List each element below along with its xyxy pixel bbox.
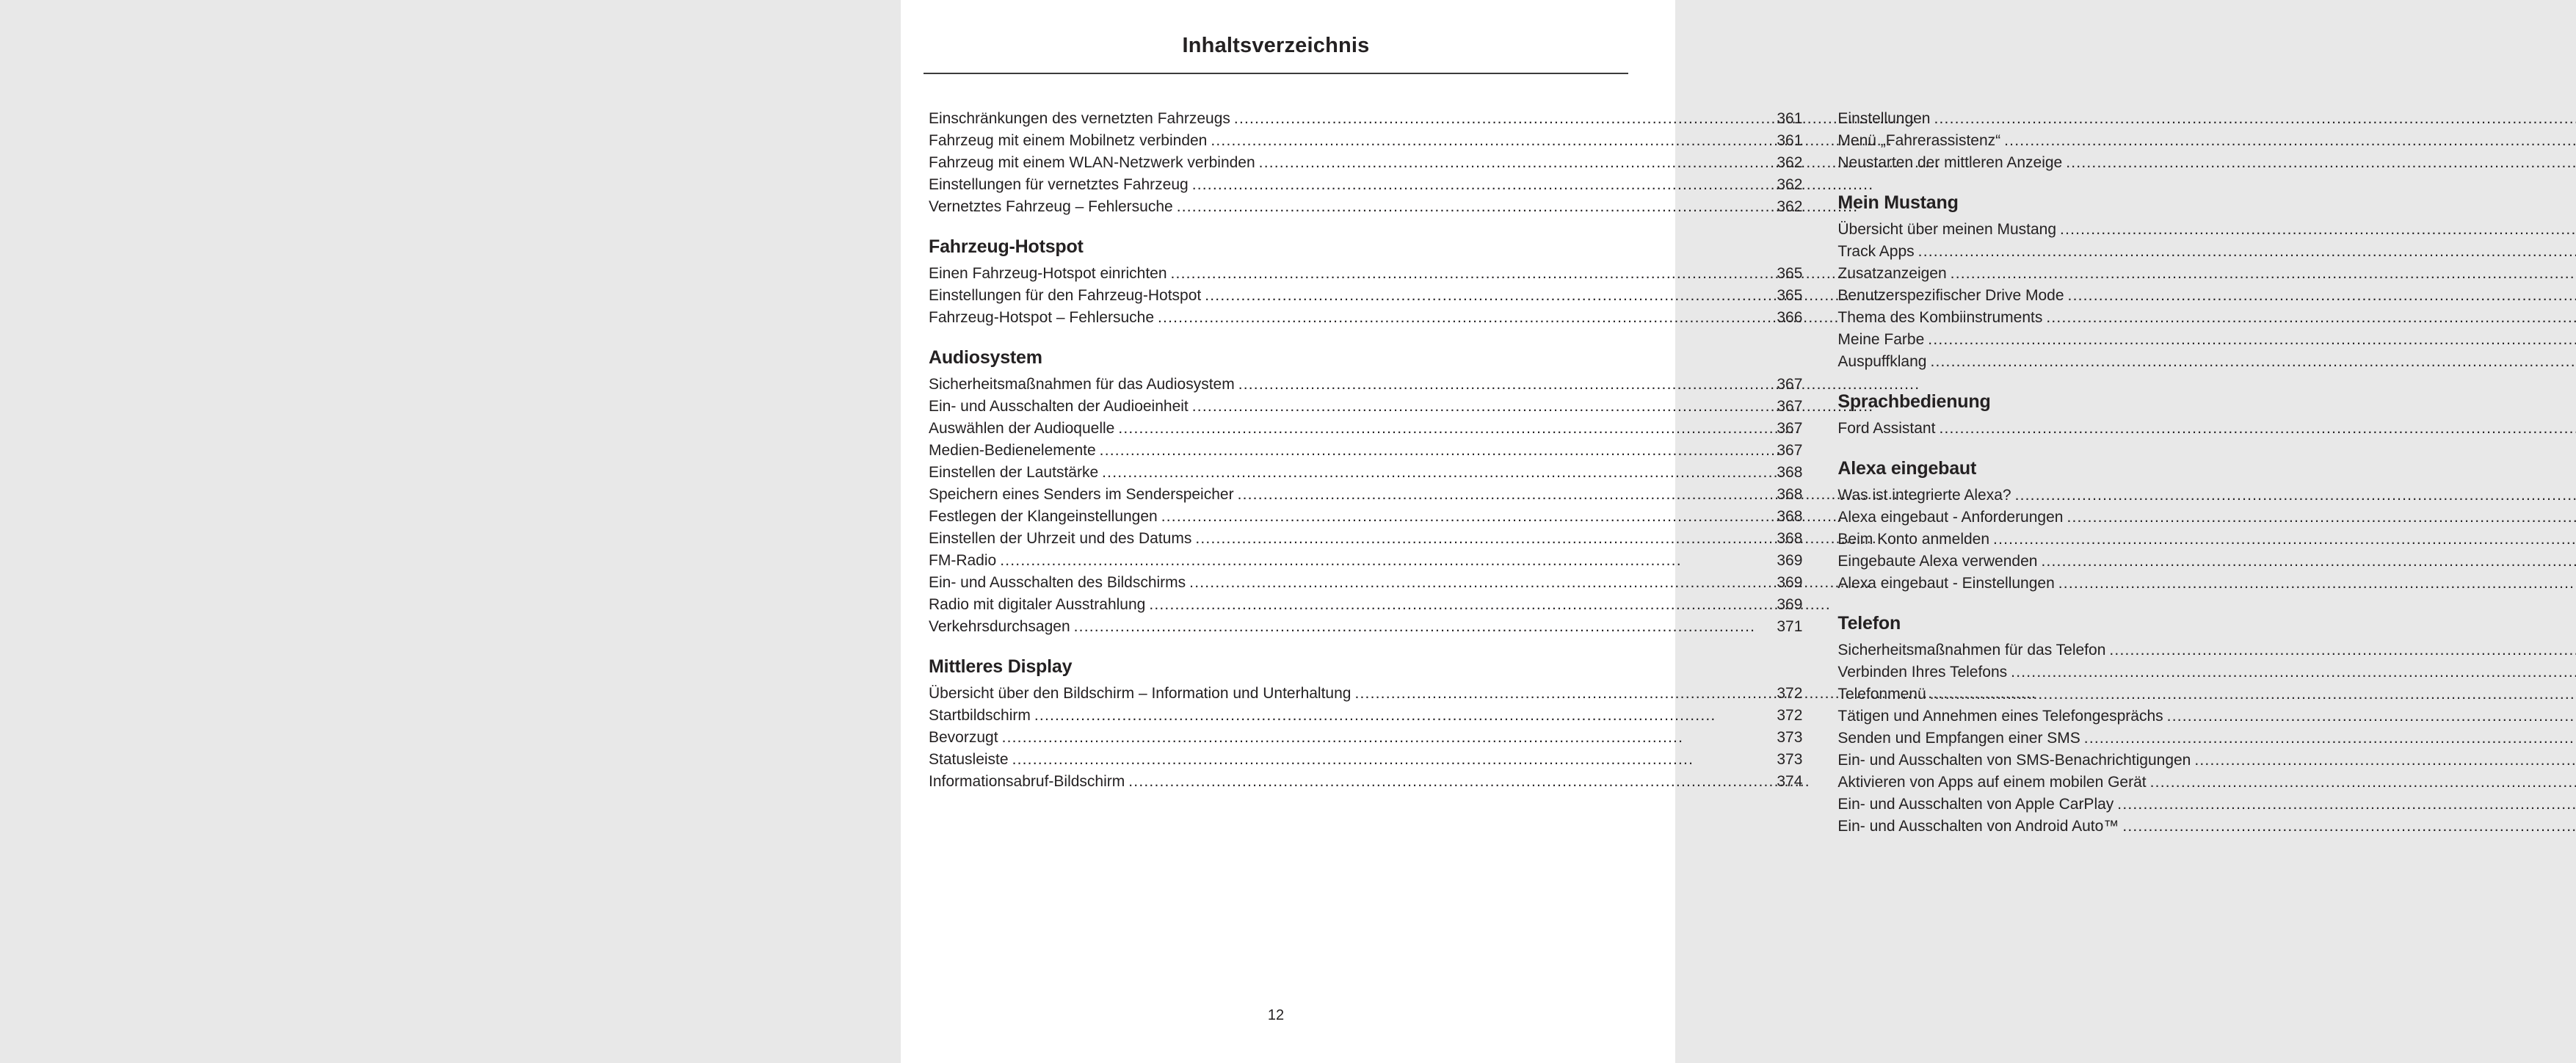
toc-entry-page-number: 368 [1777, 530, 1803, 547]
toc-entry-leader-dots [2150, 773, 2576, 791]
toc-entry [1837, 817, 2576, 835]
toc-entry-page-number: 368 [1777, 508, 1803, 525]
toc-entry-label: Senden und Empfangen einer SMS [1837, 730, 2080, 747]
toc-entry [929, 728, 1802, 747]
toc-entry-page-number: 362 [1777, 198, 1803, 215]
toc-entry-label: Einstellungen [1837, 110, 1931, 127]
toc-entry [929, 507, 1802, 526]
toc-entry-label: Auswählen der Audioquelle [929, 420, 1115, 437]
toc-entry [1837, 486, 2576, 504]
toc-entry-label: Alexa eingebaut - Anforderungen [1837, 509, 2064, 526]
section-entries [929, 109, 1802, 216]
section-entries [1837, 641, 2576, 835]
toc-entry-leader-dots [1118, 419, 1777, 438]
toc-entry [929, 595, 1802, 614]
toc-entry-label: Menü „Fahrerassistenz“ [1837, 132, 2001, 149]
toc-entry [1837, 153, 2576, 172]
toc-section [929, 347, 1802, 636]
toc-entry [929, 286, 1802, 305]
toc-entry-page-number: 367 [1777, 398, 1803, 415]
toc-entry [929, 397, 1802, 416]
toc-entry-page-number: 371 [1777, 618, 1803, 635]
toc-entry-label: Einen Fahrzeug-Hotspot einrichten [929, 265, 1167, 282]
toc-section [1837, 612, 2576, 835]
toc-entry-leader-dots [2060, 220, 2576, 239]
toc-entry-page-number: 367 [1777, 376, 1803, 393]
toc-entry-leader-dots [1189, 573, 1777, 592]
toc-entry [1837, 751, 2576, 769]
toc-entry [929, 750, 1802, 769]
toc-entry-label: Einstellungen für vernetztes Fahrzeug [929, 176, 1189, 193]
toc-entry [929, 441, 1802, 460]
toc-entry-label: Verbinden Ihres Telefons [1837, 664, 2008, 681]
toc-entry [1837, 330, 2576, 349]
toc-entry [1837, 508, 2576, 526]
toc-entry-leader-dots [2084, 729, 2576, 747]
toc-column-left [929, 109, 1802, 839]
section-entries [1837, 109, 2576, 172]
toc-entry-leader-dots [1930, 352, 2576, 371]
section-heading: Audiosystem [929, 347, 1042, 368]
toc-entry-page-number: 365 [1777, 265, 1803, 282]
toc-entry-page-number: 362 [1777, 176, 1803, 193]
toc-entry-label: Vernetztes Fahrzeug – Fehlersuche [929, 198, 1173, 215]
toc-entry-label: Bevorzugt [929, 729, 998, 746]
toc-entry-leader-dots [1100, 441, 1777, 460]
toc-entry-leader-dots [1192, 175, 1777, 194]
title-rule [924, 73, 1628, 74]
toc-entry [929, 264, 1802, 283]
toc-entry [1837, 795, 2576, 813]
toc-entry [1837, 773, 2576, 791]
toc-entry-page-number: 361 [1777, 132, 1803, 149]
toc-column-right [1837, 109, 2576, 839]
toc-section [1837, 109, 2576, 172]
toc-entry-label: Einstellen der Lautstärke [929, 464, 1099, 481]
toc-entry [1837, 530, 2576, 548]
toc-entry-leader-dots [1002, 728, 1777, 747]
toc-entry [929, 175, 1802, 194]
section-heading: Mein Mustang [1837, 192, 1959, 213]
toc-entry-label: Einschränkungen des vernetzten Fahrzeugs [929, 110, 1230, 127]
section-entries [929, 684, 1802, 791]
toc-entry [929, 772, 1802, 791]
toc-entry-leader-dots [1102, 463, 1777, 482]
toc-entry [1837, 729, 2576, 747]
toc-entry-page-number: 373 [1777, 751, 1803, 768]
toc-entry-leader-dots [1195, 529, 1777, 548]
section-entries [1837, 220, 2576, 371]
toc-entry-label: Alexa eingebaut - Einstellungen [1837, 575, 2055, 592]
page-number: 12 [1267, 1007, 1285, 1023]
toc-entry [1837, 131, 2576, 150]
toc-entry-page-number: 365 [1777, 287, 1803, 304]
toc-entry-leader-dots [2068, 286, 2576, 305]
toc-entry-label: Fahrzeug mit einem Mobilnetz verbinden [929, 132, 1208, 149]
toc-page [901, 0, 2191, 1063]
toc-entry-label: Ein- und Ausschalten von Apple CarPlay [1837, 796, 2114, 813]
toc-entry-leader-dots [1192, 397, 1777, 416]
toc-entry-leader-dots [2004, 131, 2576, 150]
toc-entry-leader-dots [2194, 751, 2576, 769]
toc-entry-label: Fahrzeug-Hotspot – Fehlersuche [929, 309, 1154, 326]
toc-entry [929, 131, 1802, 150]
toc-entry [929, 529, 1802, 548]
toc-entry-leader-dots [1128, 772, 1777, 791]
toc-entry-label: Telefonmenü [1837, 686, 1926, 703]
toc-entry-label: Statusleiste [929, 751, 1009, 768]
toc-entry-page-number: 373 [1777, 729, 1803, 746]
toc-entry [929, 109, 1802, 128]
toc-entry [1837, 220, 2576, 239]
toc-entry-leader-dots [1034, 706, 1777, 725]
toc-entry-label: Informationsabruf-Bildschirm [929, 773, 1125, 790]
section-entries [929, 375, 1802, 636]
toc-entry [929, 463, 1802, 482]
toc-entry-label: Sicherheitsmaßnahmen für das Audiosystem [929, 376, 1235, 393]
toc-entry [929, 706, 1802, 725]
toc-entry-label: Aktivieren von Apps auf einem mobilen Gerät [1837, 774, 2147, 791]
toc-entry-label: Neustarten der mittleren Anzeige [1837, 154, 2063, 171]
toc-entry-label: Einstellungen für den Fahrzeug-Hotspot [929, 287, 1202, 304]
toc-entry [929, 573, 1802, 592]
toc-entry [1837, 286, 2576, 305]
toc-entry-label: Festlegen der Klangeinstellungen [929, 508, 1158, 525]
toc-entry-leader-dots [2046, 308, 2576, 327]
toc-entry-leader-dots [1939, 419, 2576, 438]
toc-entry-label: Ein- und Ausschalten des Bildschirms [929, 574, 1186, 591]
section-heading: Alexa eingebaut [1837, 458, 1977, 479]
toc-entry-label: Eingebaute Alexa verwenden [1837, 553, 2038, 570]
toc-entry-page-number: 369 [1777, 574, 1803, 591]
toc-entry-label: Ford Assistant [1837, 420, 1936, 437]
toc-entry [1837, 308, 2576, 327]
toc-entry-label: Speichern eines Senders im Senderspeicher [929, 486, 1234, 503]
toc-entry-label: Übersicht über meinen Mustang [1837, 221, 2057, 238]
toc-entry-label: Thema des Kombiinstruments [1837, 309, 2043, 326]
toc-entry [1837, 663, 2576, 681]
toc-entry [1837, 641, 2576, 659]
toc-entry-page-number: 366 [1777, 309, 1803, 326]
toc-entry [1837, 685, 2576, 703]
toc-entry-leader-dots [1238, 485, 1777, 504]
toc-entry-leader-dots [1934, 109, 2576, 128]
toc-section [1837, 457, 2576, 592]
toc-entry-page-number: 368 [1777, 486, 1803, 503]
toc-entry-page-number: 367 [1777, 420, 1803, 437]
toc-entry [929, 684, 1802, 703]
toc-entry-leader-dots [2122, 817, 2576, 835]
toc-entry-page-number: 374 [1777, 773, 1803, 790]
toc-entry [929, 617, 1802, 636]
section-entries [929, 264, 1802, 327]
toc-entry-leader-dots [2058, 574, 2576, 592]
toc-entry-label: Ein- und Ausschalten der Audioeinheit [929, 398, 1189, 415]
toc-entry-leader-dots [2109, 641, 2576, 659]
toc-entry-label: Auspuffklang [1837, 353, 1927, 370]
toc-entry [1837, 109, 2576, 128]
toc-entry [929, 308, 1802, 327]
toc-section [929, 656, 1802, 791]
toc-entry-leader-dots [1259, 153, 1777, 172]
toc-entry-label: Meine Farbe [1837, 331, 1925, 348]
toc-entry-label: Track Apps [1837, 243, 1915, 260]
toc-entry-page-number: 372 [1777, 685, 1803, 702]
toc-entry-leader-dots [1074, 617, 1777, 636]
toc-entry-page-number: 369 [1777, 596, 1803, 613]
toc-entry [929, 419, 1802, 438]
toc-entry [929, 551, 1802, 570]
toc-entry-leader-dots [1205, 286, 1777, 305]
toc-entry-leader-dots [2117, 795, 2576, 813]
toc-entry-leader-dots [2011, 663, 2576, 681]
toc-entry [1837, 707, 2576, 725]
toc-entry-leader-dots [1000, 551, 1777, 570]
toc-entry [1837, 419, 2576, 438]
toc-entry-leader-dots [1177, 197, 1777, 216]
section-heading: Sprachbedienung [1837, 391, 1991, 412]
toc-entry [1837, 574, 2576, 592]
toc-entry-label: Benutzerspezifischer Drive Mode [1837, 287, 2064, 304]
section-entries [1837, 419, 2576, 438]
toc-entry-label: Sicherheitsmaßnahmen für das Telefon [1837, 642, 2106, 659]
toc-columns [929, 109, 2191, 839]
toc-entry-leader-dots [2015, 486, 2576, 504]
toc-entry-leader-dots [1930, 685, 2576, 703]
toc-entry [1837, 552, 2576, 570]
toc-section [929, 109, 1802, 216]
toc-section [929, 236, 1802, 327]
toc-entry [929, 197, 1802, 216]
toc-entry-label: Verkehrsdurchsagen [929, 618, 1070, 635]
toc-entry-label: Ein- und Ausschalten von Android Auto™ [1837, 818, 2119, 835]
toc-entry-leader-dots [1354, 684, 1777, 703]
toc-entry-label: FM-Radio [929, 552, 997, 569]
toc-entry-leader-dots [2041, 552, 2576, 570]
toc-entry [929, 375, 1802, 393]
toc-entry [1837, 242, 2576, 261]
toc-entry-label: Übersicht über den Bildschirm – Information und Unterhaltung [929, 685, 1352, 702]
page-title: Inhaltsverzeichnis [1182, 34, 1370, 57]
toc-entry [929, 485, 1802, 504]
toc-entry-leader-dots [1171, 264, 1777, 283]
toc-entry-page-number: 362 [1777, 154, 1803, 171]
toc-entry-leader-dots [1238, 375, 1777, 393]
toc-entry-leader-dots [1918, 242, 2576, 261]
toc-entry-label: Zusatzanzeigen [1837, 265, 1947, 282]
toc-entry-page-number: 361 [1777, 110, 1803, 127]
toc-entry-leader-dots [1158, 308, 1777, 327]
toc-entry-leader-dots [2167, 707, 2576, 725]
toc-entry-leader-dots [1149, 595, 1777, 614]
toc-entry-label: Was ist integrierte Alexa? [1837, 487, 2011, 504]
toc-entry-page-number: 368 [1777, 464, 1803, 481]
toc-entry-label: Startbildschirm [929, 707, 1031, 724]
toc-entry [1837, 264, 2576, 283]
toc-entry-page-number: 372 [1777, 707, 1803, 724]
toc-entry-leader-dots [1928, 330, 2576, 349]
toc-entry-leader-dots [1161, 507, 1777, 526]
section-heading: Mittleres Display [929, 656, 1073, 677]
section-heading: Telefon [1837, 613, 1901, 634]
toc-section [1837, 192, 2576, 371]
toc-entry-label: Ein- und Ausschalten von SMS-Benachrichtigungen [1837, 752, 2191, 769]
toc-entry-label: Radio mit digitaler Ausstrahlung [929, 596, 1146, 613]
toc-entry-leader-dots [1211, 131, 1777, 150]
section-heading: Fahrzeug-Hotspot [929, 236, 1084, 257]
toc-entry-label: Beim Konto anmelden [1837, 531, 1990, 548]
toc-entry-label: Tätigen und Annehmen eines Telefongesprächs [1837, 708, 2163, 725]
toc-entry-label: Einstellen der Uhrzeit und des Datums [929, 530, 1192, 547]
toc-entry-leader-dots [2066, 153, 2576, 172]
toc-entry-leader-dots [1012, 750, 1777, 769]
toc-entry-label: Fahrzeug mit einem WLAN-Netzwerk verbinden [929, 154, 1255, 171]
toc-entry-leader-dots [2067, 508, 2576, 526]
toc-entry [1837, 352, 2576, 371]
toc-entry-page-number: 367 [1777, 442, 1803, 459]
toc-entry-leader-dots [1234, 109, 1777, 128]
toc-section [1837, 391, 2576, 438]
toc-entry-leader-dots [1993, 530, 2576, 548]
section-entries [1837, 486, 2576, 592]
toc-entry-page-number: 369 [1777, 552, 1803, 569]
toc-entry-label: Medien-Bedienelemente [929, 442, 1096, 459]
toc-entry-leader-dots [1951, 264, 2576, 283]
toc-entry [929, 153, 1802, 172]
